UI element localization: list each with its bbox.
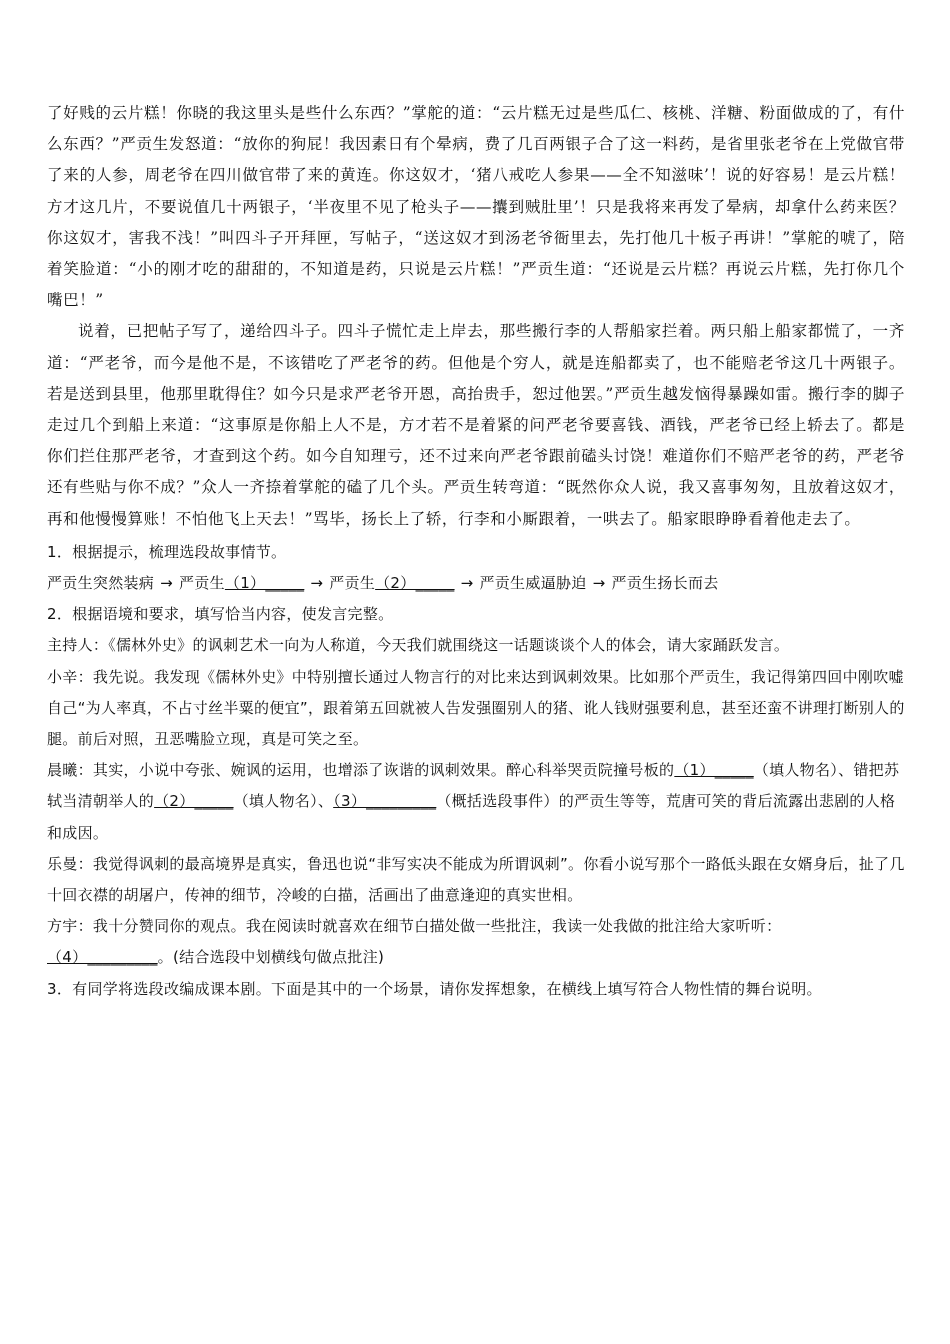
speech-chenxi-part-d: （概括选段事件）的严贡生等等，荒唐可笑的背后流露出悲剧的人格和成因。 — [47, 792, 896, 842]
speech-chenxi-part-b: （填人物名）、错把苏轼当清朝举人的 — [47, 761, 900, 811]
blank-2[interactable]: （2）_____ — [154, 792, 234, 811]
speech-host: 主持人：《儒林外史》的讽刺艺术一向为人称道，今天我们就围绕这一话题谈谈个人的体会，请大家踊跃发言。 — [47, 636, 790, 655]
novel-excerpt — [47, 98, 905, 535]
blank-1[interactable]: （1）_____ — [674, 761, 754, 780]
question-1-plot-chain — [47, 568, 905, 599]
speech-chenxi — [47, 755, 905, 849]
excerpt-paragraph-2: 说着，已把帖子写了，递给四斗子。四斗子慌忙走上岸去，那些搬行李的人帮船家拦着。两只船上船家都慌了，一齐道：“严老爷，而今是他不是，不该错吃了严老爷的药。但他是个穷人，就是连船都卖了，也不能赔老爷这几十两银子。若是送到县里，他那里耽得住？如今只是求严老爷开恩，高抬贵手，恕过他罢。”严贡生越发恼得暴躁如雷。搬行李的脚子走过几个到船上来道：“这事原是你船上人不是，方才若不是着紧的问严老爷要喜钱、酒钱，严老爷已经上轿去了。都是你们拦住那严老爷，才查到这个药。如今自知理亏，还不过来向严老爷跟前磕头讨饶！难道你们不赔严老爷的药，严老爷还有些贴与你不成？”众人一齐捺着掌舵的磕了几个头。严贡生转弯道：“既然你众人说，我又喜事匆匆，且放着这奴才，再和他慢慢算账！不怕他飞上天去！”骂毕，扬长上了轿，行李和小厮跟着，一哄去了。船家眼睁睁看着他走去了。 — [47, 322, 905, 528]
excerpt-paragraph-1: 了好贱的云片糕！你晓的我这里头是些什么东西？”掌舵的道：“云片糕无过是些瓜仁、核桃、洋糖、粉面做成的了，有什么东西？”严贡生发怒道：“放你的狗屁！我因素日有个晕病，费了几百两银子合了这一料药，是省里张老爷在上党做官带了来的人参，周老爷在四川做官带了来的黄连。你这奴才，‘猪八戒吃人参果——全不知滋味’！说的好容易！是云片糕！方才这几片，不要说值几十两银子，‘半夜里不见了枪头子——攮到贼肚里’！只是我将来再发了晕病，却拿什么药来医？你这奴才，害我不浅！”叫四斗子开拜匣，写帖子，“送这奴才到汤老爷衙里去，先打他几十板子再讲！”掌舵的唬了，陪着笑脸道：“小的刚才吃的甜甜的，不知道是药，只说是云片糕！”严贡生道：“还说是云片糕？再说云片糕，先打你几个嘴巴！” — [47, 104, 905, 310]
questions — [47, 537, 905, 1005]
speech-chenxi-part-c: （填人物名）、 — [233, 792, 334, 811]
blank-4[interactable]: （4）_________ — [47, 948, 158, 967]
plot-step-3-prefix: 严贡生 — [329, 574, 376, 593]
question-3-stem: 3．有同学将选段改编成课本剧。下面是其中的一个场景，请你发挥想象，在横线上填写符合人物性情的舞台说明。 — [47, 979, 822, 998]
document-page — [47, 98, 905, 1005]
speech-fangyu: 方宇：我十分赞同你的观点。我在阅读时就喜欢在细节白描处做一些批注，我读一处我做的批注给大家听听： — [47, 917, 782, 936]
plot-step-5: 严贡生扬长而去 — [611, 574, 719, 593]
blank-2[interactable]: （2）_____ — [375, 574, 455, 593]
answer-line-4 — [47, 942, 905, 973]
speech-leman: 乐曼：我觉得讽刺的最高境界是真实，鲁迅也说“非写实决不能成为所谓讽刺”。你看小说写那个一路低头跟在女婿身后，扯了几十回衣襟的胡屠户，传神的细节，冷峻的白描，活画出了曲意逢迎的真实世相。 — [47, 854, 905, 905]
blank-3[interactable]: （3）_________ — [333, 792, 437, 811]
speech-xiaoxin: 小辛：我先说。我发现《儒林外史》中特别擅长通过人物言行的对比来达到讽刺效果。比如那个严贡生，我记得第四回中刚吹嘘自己“为人率真，不占寸丝半粟的便宜”，跟着第五回就被人告发强圈别人的猪、讹人钱财强要利息，甚至还蛮不讲理打断别人的腿。前后对照，丑恶嘴脸立现，真是可笑之至。 — [47, 667, 905, 749]
question-2-stem: 2．根据语境和要求，填写恰当内容，使发言完整。 — [47, 605, 394, 624]
plot-step-2-prefix: 严贡生 — [178, 574, 225, 593]
arrow-icon: → — [310, 574, 324, 593]
arrow-icon: → — [592, 574, 606, 593]
arrow-icon: → — [460, 574, 474, 593]
plot-step-1: 严贡生突然装病 — [47, 574, 155, 593]
question-1-stem: 1．根据提示，梳理选段故事情节。 — [47, 542, 287, 561]
speech-chenxi-part-a: 晨曦：其实，小说中夸张、婉讽的运用，也增添了诙谐的讽刺效果。醉心科举哭贡院撞号板的 — [47, 761, 675, 780]
blank-1[interactable]: （1）_____ — [224, 574, 305, 593]
blank-4-instruction: 。(结合选段中划横线句做点批注) — [157, 948, 385, 967]
arrow-icon: → — [160, 574, 173, 593]
plot-step-4: 严贡生威逼胁迫 — [479, 574, 587, 593]
